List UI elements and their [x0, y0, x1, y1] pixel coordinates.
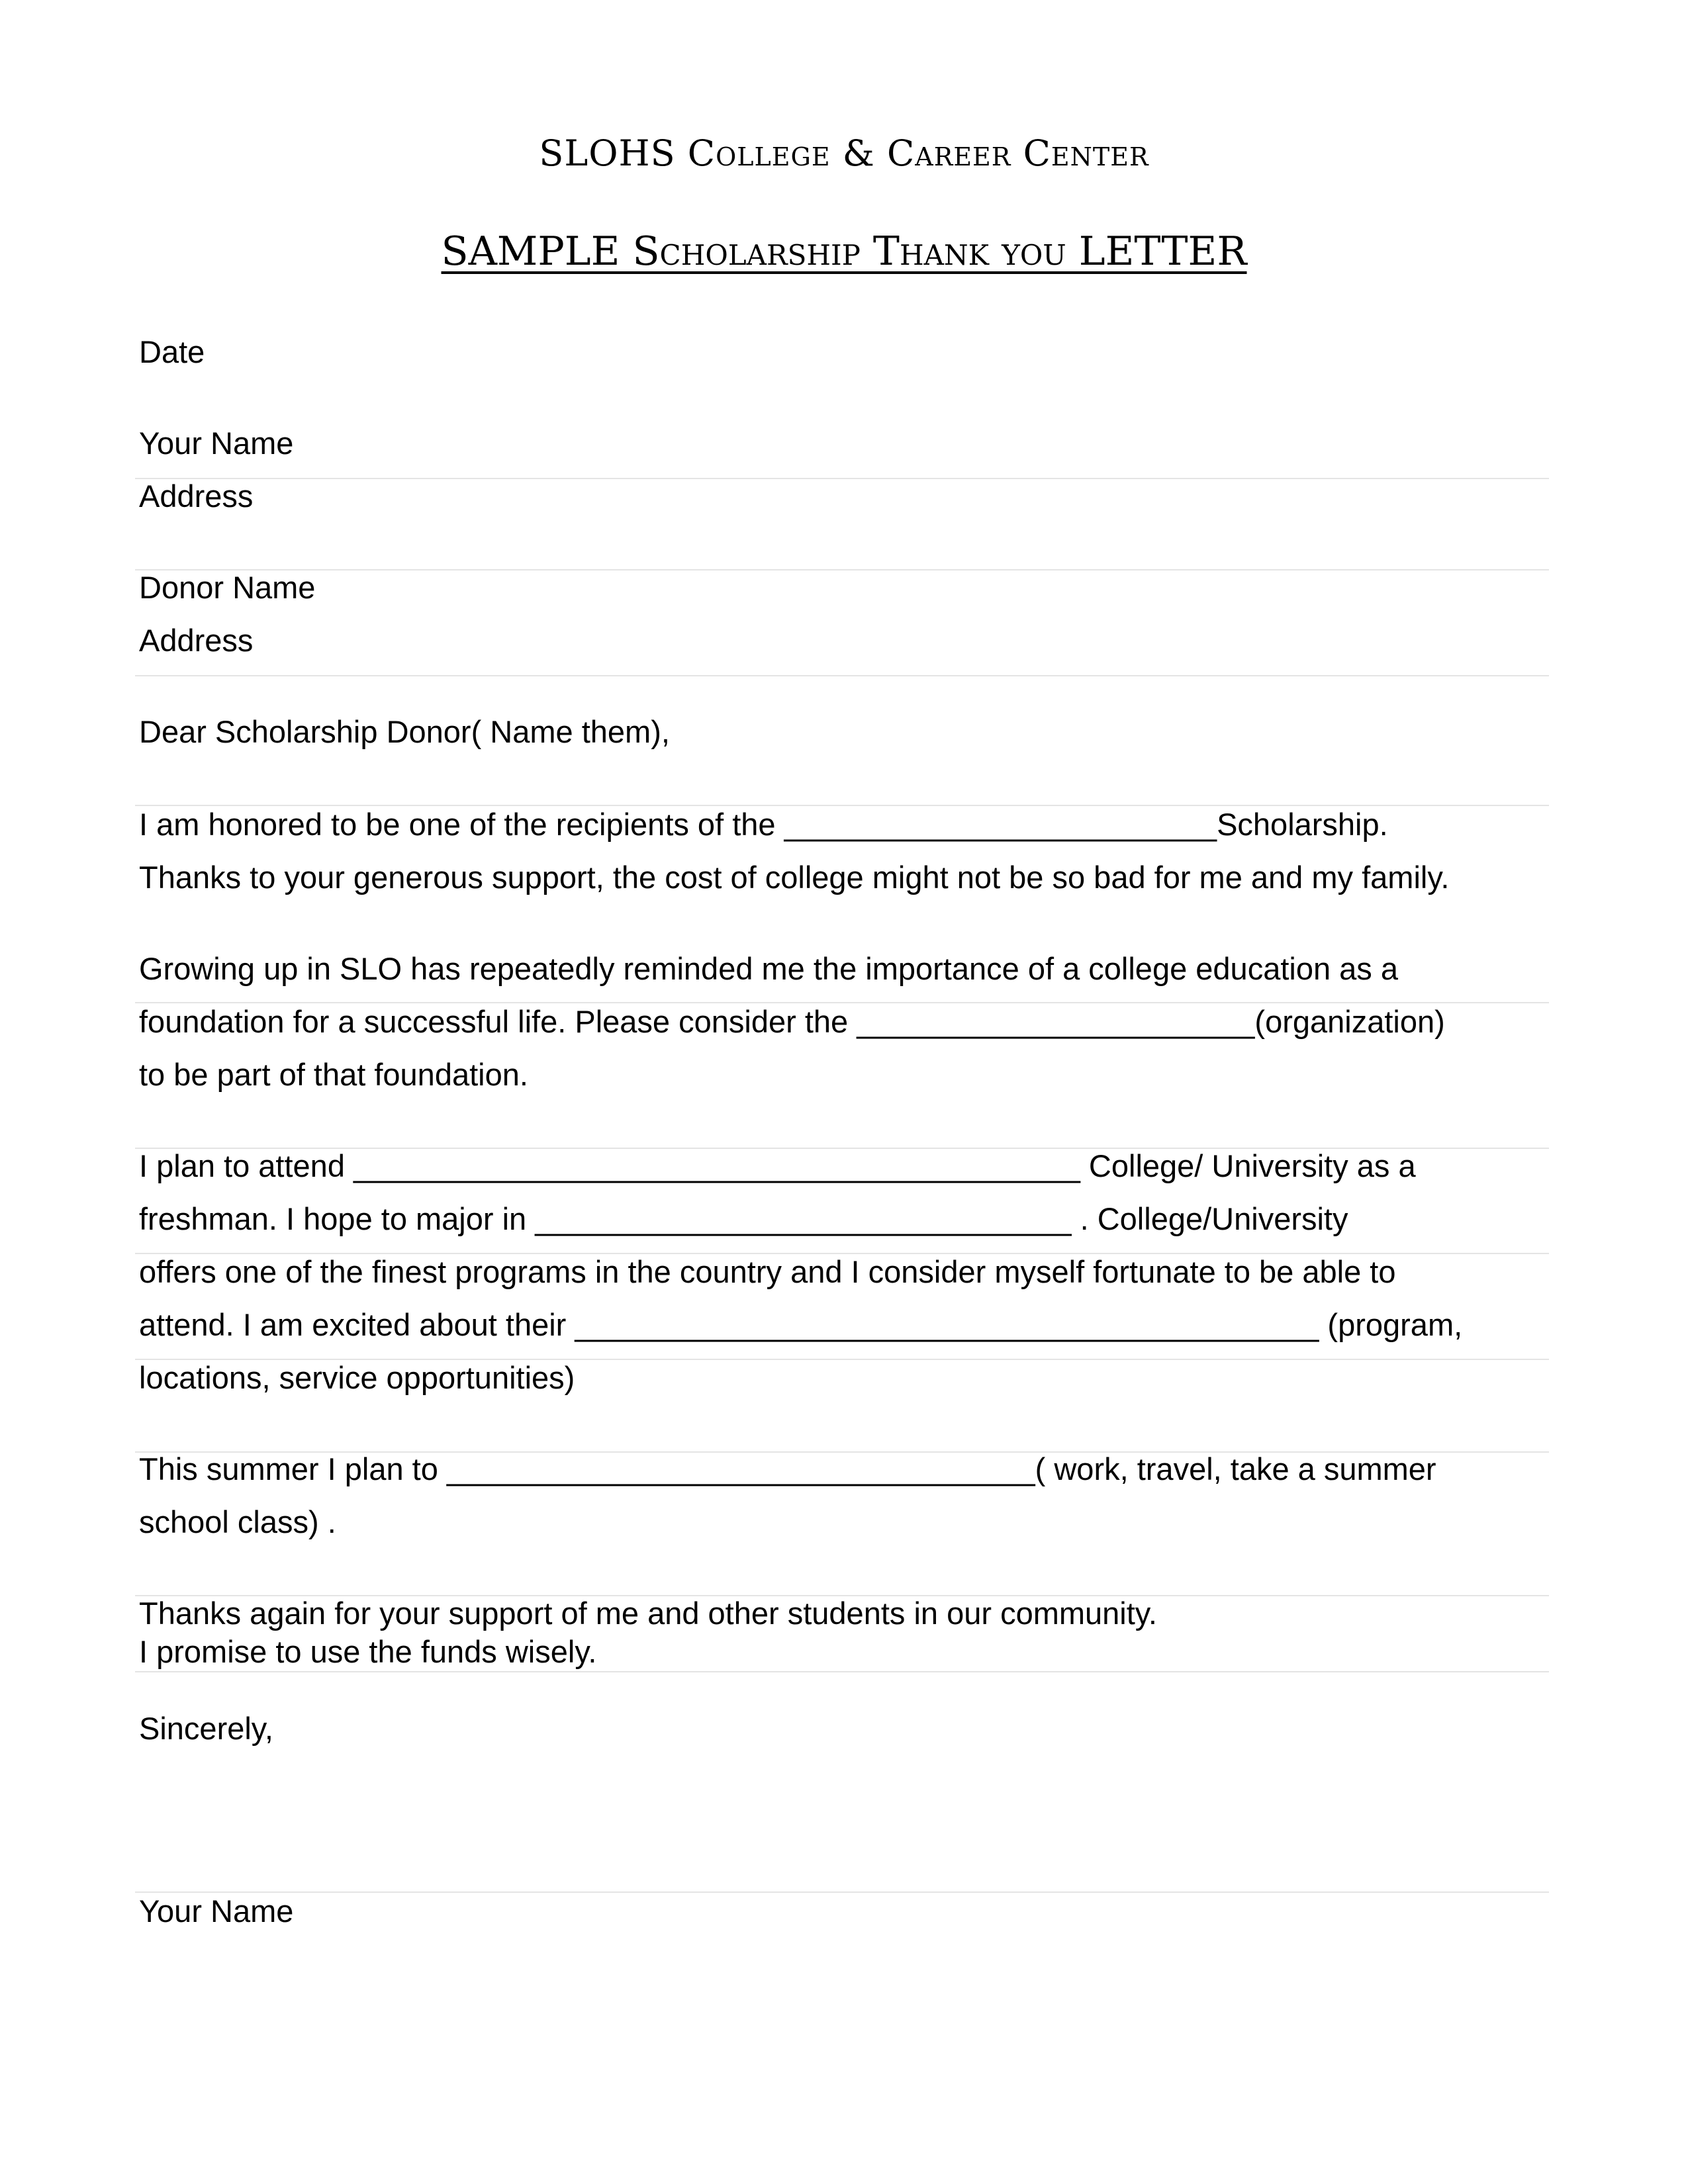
- paragraph-1-line: Thanks to your generous support, the cost of college might not be so bad for me and my family.: [139, 860, 1450, 895]
- paragraph-3-line: I plan to attend __________________________________________ College/ University as a: [139, 1148, 1416, 1183]
- center-name: SLOHS College & Career Center: [539, 132, 1149, 174]
- divider: [135, 675, 1549, 676]
- divider: [135, 1002, 1549, 1003]
- letter-title: SAMPLE Scholarship Thank you LETTER: [441, 228, 1247, 275]
- donor-address: Address: [139, 623, 254, 658]
- sender-name: Your Name: [139, 426, 294, 461]
- sender-address: Address: [139, 478, 254, 514]
- paragraph-2-line: foundation for a successful life. Please consider the _______________________(organization): [139, 1004, 1445, 1039]
- divider: [135, 478, 1549, 479]
- paragraph-4-line: school class) .: [139, 1504, 336, 1539]
- divider: [135, 1891, 1549, 1893]
- salutation: Dear Scholarship Donor( Name them),: [139, 714, 670, 749]
- paragraph-4-line: This summer I plan to __________________________________( work, travel, take a summer: [139, 1451, 1436, 1486]
- signature-name: Your Name: [139, 1893, 294, 1929]
- paragraph-2-line: to be part of that foundation.: [139, 1057, 528, 1092]
- closing: Sincerely,: [139, 1711, 273, 1746]
- divider: [135, 1671, 1549, 1672]
- paragraph-3-line: attend. I am excited about their ___________________________________________ (program,: [139, 1307, 1463, 1342]
- paragraph-5-line: I promise to use the funds wisely.: [139, 1634, 597, 1669]
- paragraph-5-line: Thanks again for your support of me and other students in our community.: [139, 1596, 1157, 1631]
- paragraph-3-line: locations, service opportunities): [139, 1360, 575, 1395]
- divider: [135, 805, 1549, 806]
- divider: [135, 569, 1549, 570]
- paragraph-2-line: Growing up in SLO has repeatedly reminded me the importance of a college education as a: [139, 951, 1399, 986]
- date-line: Date: [139, 334, 205, 369]
- paragraph-3-line: offers one of the finest programs in the country and I consider myself fortunate to be able to: [139, 1254, 1396, 1289]
- paragraph-1-line: I am honored to be one of the recipients of the _________________________Scholarship.: [139, 807, 1388, 842]
- donor-name: Donor Name: [139, 570, 316, 605]
- paragraph-3-line: freshman. I hope to major in _______________________________ . College/University: [139, 1201, 1348, 1236]
